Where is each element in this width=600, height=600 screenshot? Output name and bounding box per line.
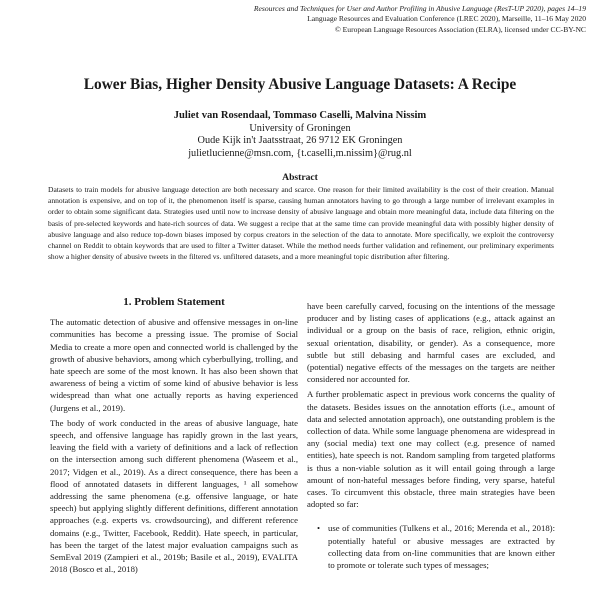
conference-header: [254, 4, 586, 35]
address: Oude Kijk in't Jaatsstraat, 26 9712 EK Groningen: [197, 135, 403, 147]
paragraph: The automatic detection of abusive and offensive messages in on-line communities has become a pressing issue. The promise of Social Media to create a more open and connected world is challenged by the growth of abusive behaviors, among which cyberbullying, trolling, and hate speech are some of the most known. It has also been shown that awareness of being a victim of some kind of abusive behavior is less widespread than what one actually reports as having experienced (Jurgens et al., 2019).: [50, 317, 298, 413]
left-column: [50, 296, 298, 578]
right-column: [307, 300, 555, 571]
header-conference-line: Language Resources and Evaluation Conference (LREC 2020), Marseille, 11–16 May 2020: [307, 14, 586, 24]
paragraph: A further problematic aspect in previous work concerns the quality of the datasets. Besides issues on the annotation efforts (i.e., amount of data and selected annotation approach), one outstanding problem is the collection of data. While some language phenomena are widespread in any (social media) text one may collect (e.g. presence of named entities), hate speech is not. Random sampling from targeted platforms is thus a non-viable solution as it will entail going through a large amount of non-hateful messages before finding, very sparse, hateful cases. To circumvent this obstacle, three main strategies have been adopted so far:: [307, 389, 555, 510]
paper-title: Lower Bias, Higher Density Abusive Language Datasets: A Recipe: [83, 76, 517, 93]
abstract-text: Datasets to train models for abusive language detection are both necessary and scarce. One reason for their limited availability is the cost of their creation. Manual annotation is expensive, and on top of it, the phenomenon itself is sparse, causing human annotators having to go through a large number of irrelevant examples in order to obtain some significant data. Strategies used until now to increase density of abusive language and obtain more meaningful data, include data filtering on the basis of pre-selected keywords and hate-rich sources of data. We suggest a recipe that at the same time can provide meaningful data with possibly higher density of abusive language and also reduce top-down biases imposed by corpus creators in the selection of the data to annotate. More specifically, we exploit the controversy channel on Reddit to obtain keywords that are used to filter a Twitter dataset. While the method needs further validation and refinement, our preliminary experiments show a higher density of abusive tweets in the filtered vs. unfiltered datasets, and a more meaningful topic distribution after filtering.: [48, 185, 554, 262]
list-item: • use of communities (Tulkens et al., 2016; Merenda et al., 2018): potentially hateful or abusive messages are extracted by collecting data from on-line communities that are known either to promote or tolerate such types of messages;: [319, 522, 555, 571]
section-heading: 1. Problem Statement: [123, 296, 225, 308]
author-block: [0, 110, 600, 160]
author-names: Juliet van Rosendaal, Tommaso Caselli, Malvina Nissim: [173, 110, 427, 121]
paragraph: The body of work conducted in the areas of abusive language, hate speech, and offensive language has rapidly grown in the last years, leaving the field with a variety of definitions and a lack of reflection on the intersection among such different phenomena (Waseem et al., 2017; Vidgen et al., 2019). As a direct consequence, there has been a flood of annotated datasets in different languages, ¹ all somehow addressing the same phenomena (e.g. offensive language, or hate speech) but applying slightly different definitions, different annotation approaches (e.g. experts vs. crowdsourcing), and different reference domains (e.g., Twitter, Facebook, Reddit). Hate speech, in particular, has been the target of the latest major evaluation campaigns such as SemEval 2019 (Zampieri et al., 2019b; Basile et al., 2019), EVALITA 2018 (Bosco et al., 2018): [50, 417, 298, 575]
header-license-line: © European Language Resources Association (ELRA), licensed under CC-BY-NC: [334, 24, 586, 34]
affiliation: University of Groningen: [249, 122, 351, 134]
strategy-list: [307, 522, 555, 571]
header-workshop-line: Resources and Techniques for User and Author Profiling in Abusive Language (ResT-UP 2020), pages 14–19: [253, 4, 586, 13]
abstract-heading: Abstract: [282, 172, 318, 183]
emails: julietlucienne@msn.com, {t.caselli,m.nissim}@rug.nl: [188, 147, 412, 159]
paragraph: have been carefully carved, focusing on the intentions of the message producer and by listing cases of applications (e.g., attack against an individual or a group on the basis of race, religion, ethnic origin, sexual orientation, disability, or gender). As a consequence, more subtle but still debasing and harmful cases are excluded, and (potential) negative effects of the messages on the targets are neither considered nor accounted for.: [307, 301, 555, 385]
